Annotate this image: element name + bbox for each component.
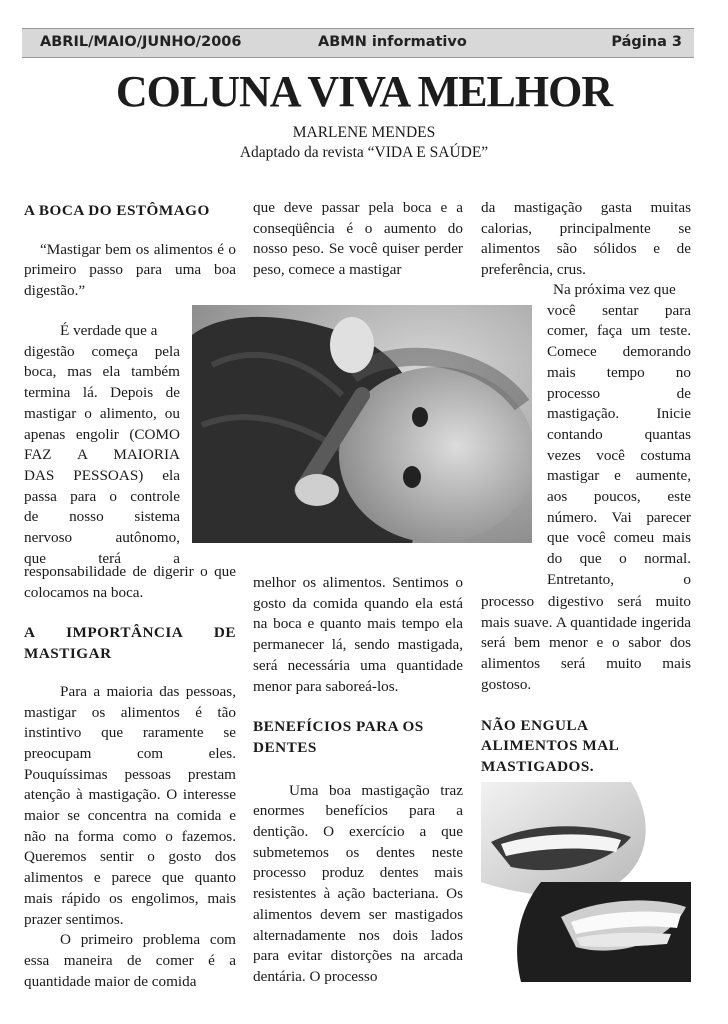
text-line: do que o normal. — [547, 550, 691, 568]
text-line: comer, faça um teste. — [547, 322, 691, 340]
paragraph-text: da mastigação gasta muitas calorias, principalmente se alimentos são sólidos e de preferência, crus. — [481, 199, 691, 279]
text-line: número. Vai parecer — [547, 508, 691, 526]
text-line: Na próxima vez que — [553, 281, 676, 298]
text-line: boca, mas ela também — [24, 363, 180, 381]
column-1-narrow-paragraph — [24, 321, 180, 569]
column-2-top — [253, 198, 463, 281]
text-line: que você comeu mais — [547, 529, 691, 547]
text-line: FAZ A MAIORIA — [24, 446, 180, 464]
text-line: Entretanto, o — [547, 570, 691, 588]
text-line: processo de — [547, 384, 691, 402]
text-line: DAS PESSOAS) ela — [24, 466, 180, 484]
text-line: nervoso autônomo, — [24, 529, 180, 547]
article-author: MARLENE MENDES — [292, 124, 436, 141]
baby-photo — [192, 305, 532, 543]
intro-quote: “Mastigar bem os alimentos é o primeiro passo para uma boa digestão.” — [24, 240, 236, 300]
article-source: Adaptado da revista “VIDA E SAÚDE” — [239, 144, 489, 161]
paragraph-text: O primeiro problema com essa maneira de comer é a quantidade maior de comida — [24, 931, 236, 990]
text-line: que terá a — [24, 549, 180, 567]
text-line: aos poucos, este — [547, 488, 691, 506]
column-1-lower — [24, 562, 236, 992]
issue-date: ABRIL/MAIO/JUNHO/2006 — [40, 34, 242, 50]
column-3-lower — [481, 592, 691, 778]
column-2-lower — [253, 573, 463, 988]
text-line: É verdade que a — [60, 322, 158, 339]
text-line: vezes você costuma — [547, 446, 691, 464]
paragraph-text: melhor os alimentos. Sentimos o gosto da comida quando ela está na boca e quanto mais tempo ela permanecer lá, sendo mastigada, será necessária uma quantidade menor para saboreá-los. — [253, 574, 463, 695]
paragraph-text: processo digestivo será muito mais suave. A quantidade ingerida será bem menor e o sabor dos alimentos será muito mais gostoso. — [481, 593, 691, 693]
text-line: mastigar e aumente, — [547, 467, 691, 485]
text-line: apenas engolir (COMO — [24, 425, 180, 443]
text-line: mastigação. Inicie — [547, 405, 691, 423]
text-line: Comece demorando — [547, 343, 691, 361]
text-line: passa para o controle — [24, 487, 180, 505]
section-heading-boca-estomago: A BOCA DO ESTÔMAGO — [24, 202, 210, 219]
paragraph-text: que deve passar pela boca e a conseqüência é o aumento do nosso peso. Se você quiser perder peso, comece a mastigar — [253, 199, 463, 279]
section-heading-nao-engula: NÃO ENGULA ALIMENTOS MAL MASTIGADOS. — [481, 716, 619, 775]
paragraph-text: responsabilidade de digerir o que colocamos na boca. — [24, 563, 236, 601]
paragraph-text: Uma boa mastigação traz enormes benefícios para a dentição. O exercício a que submetemos os dentes neste processo produz dentes mais resistentes à ação bacteriana. Os alimentos devem ser mastigados alternadamente nos dois lados para evitar distorções na arcada dentária. O processo — [253, 781, 463, 985]
text-line: você sentar para — [547, 301, 691, 319]
text-line: mastigar o alimento, ou — [24, 404, 180, 422]
column-3-narrow-paragraph — [547, 280, 691, 591]
text-line: contando quantas — [547, 425, 691, 443]
text-line: mais tempo no — [547, 363, 691, 381]
paragraph-text: Para a maioria das pessoas, mastigar os alimentos é tão instintivo que raramente se preocupam com eles. Pouquíssimas pessoas prestam atenção à mastigação. O interesse maior se concentra na comida e não na forma como o fazemos. Queremos sentir o gosto dos alimentos e parece que quanto mais rápido os engolimos, mais prazer sentimos. — [24, 682, 236, 928]
teeth-photo — [481, 782, 691, 982]
column-1 — [24, 201, 236, 302]
text-line: digestão começa pela — [24, 342, 180, 360]
article-title: COLUNA VIVA MELHOR — [115, 67, 613, 116]
baby-illustration — [192, 305, 532, 543]
publication-name: ABMN informativo — [318, 34, 467, 50]
section-heading-importancia: A IMPORTÂNCIA DE MASTIGAR — [24, 624, 236, 663]
text-line: de nosso sistema — [24, 508, 180, 526]
section-heading-beneficios: BENEFÍCIOS PARA OS DENTES — [253, 718, 424, 756]
text-line: termina lá. Depois de — [24, 384, 180, 402]
page-header-bar — [22, 28, 694, 58]
column-3-top — [481, 198, 691, 281]
mouth-illustration — [481, 782, 691, 982]
page-number: Página 3 — [611, 34, 682, 50]
